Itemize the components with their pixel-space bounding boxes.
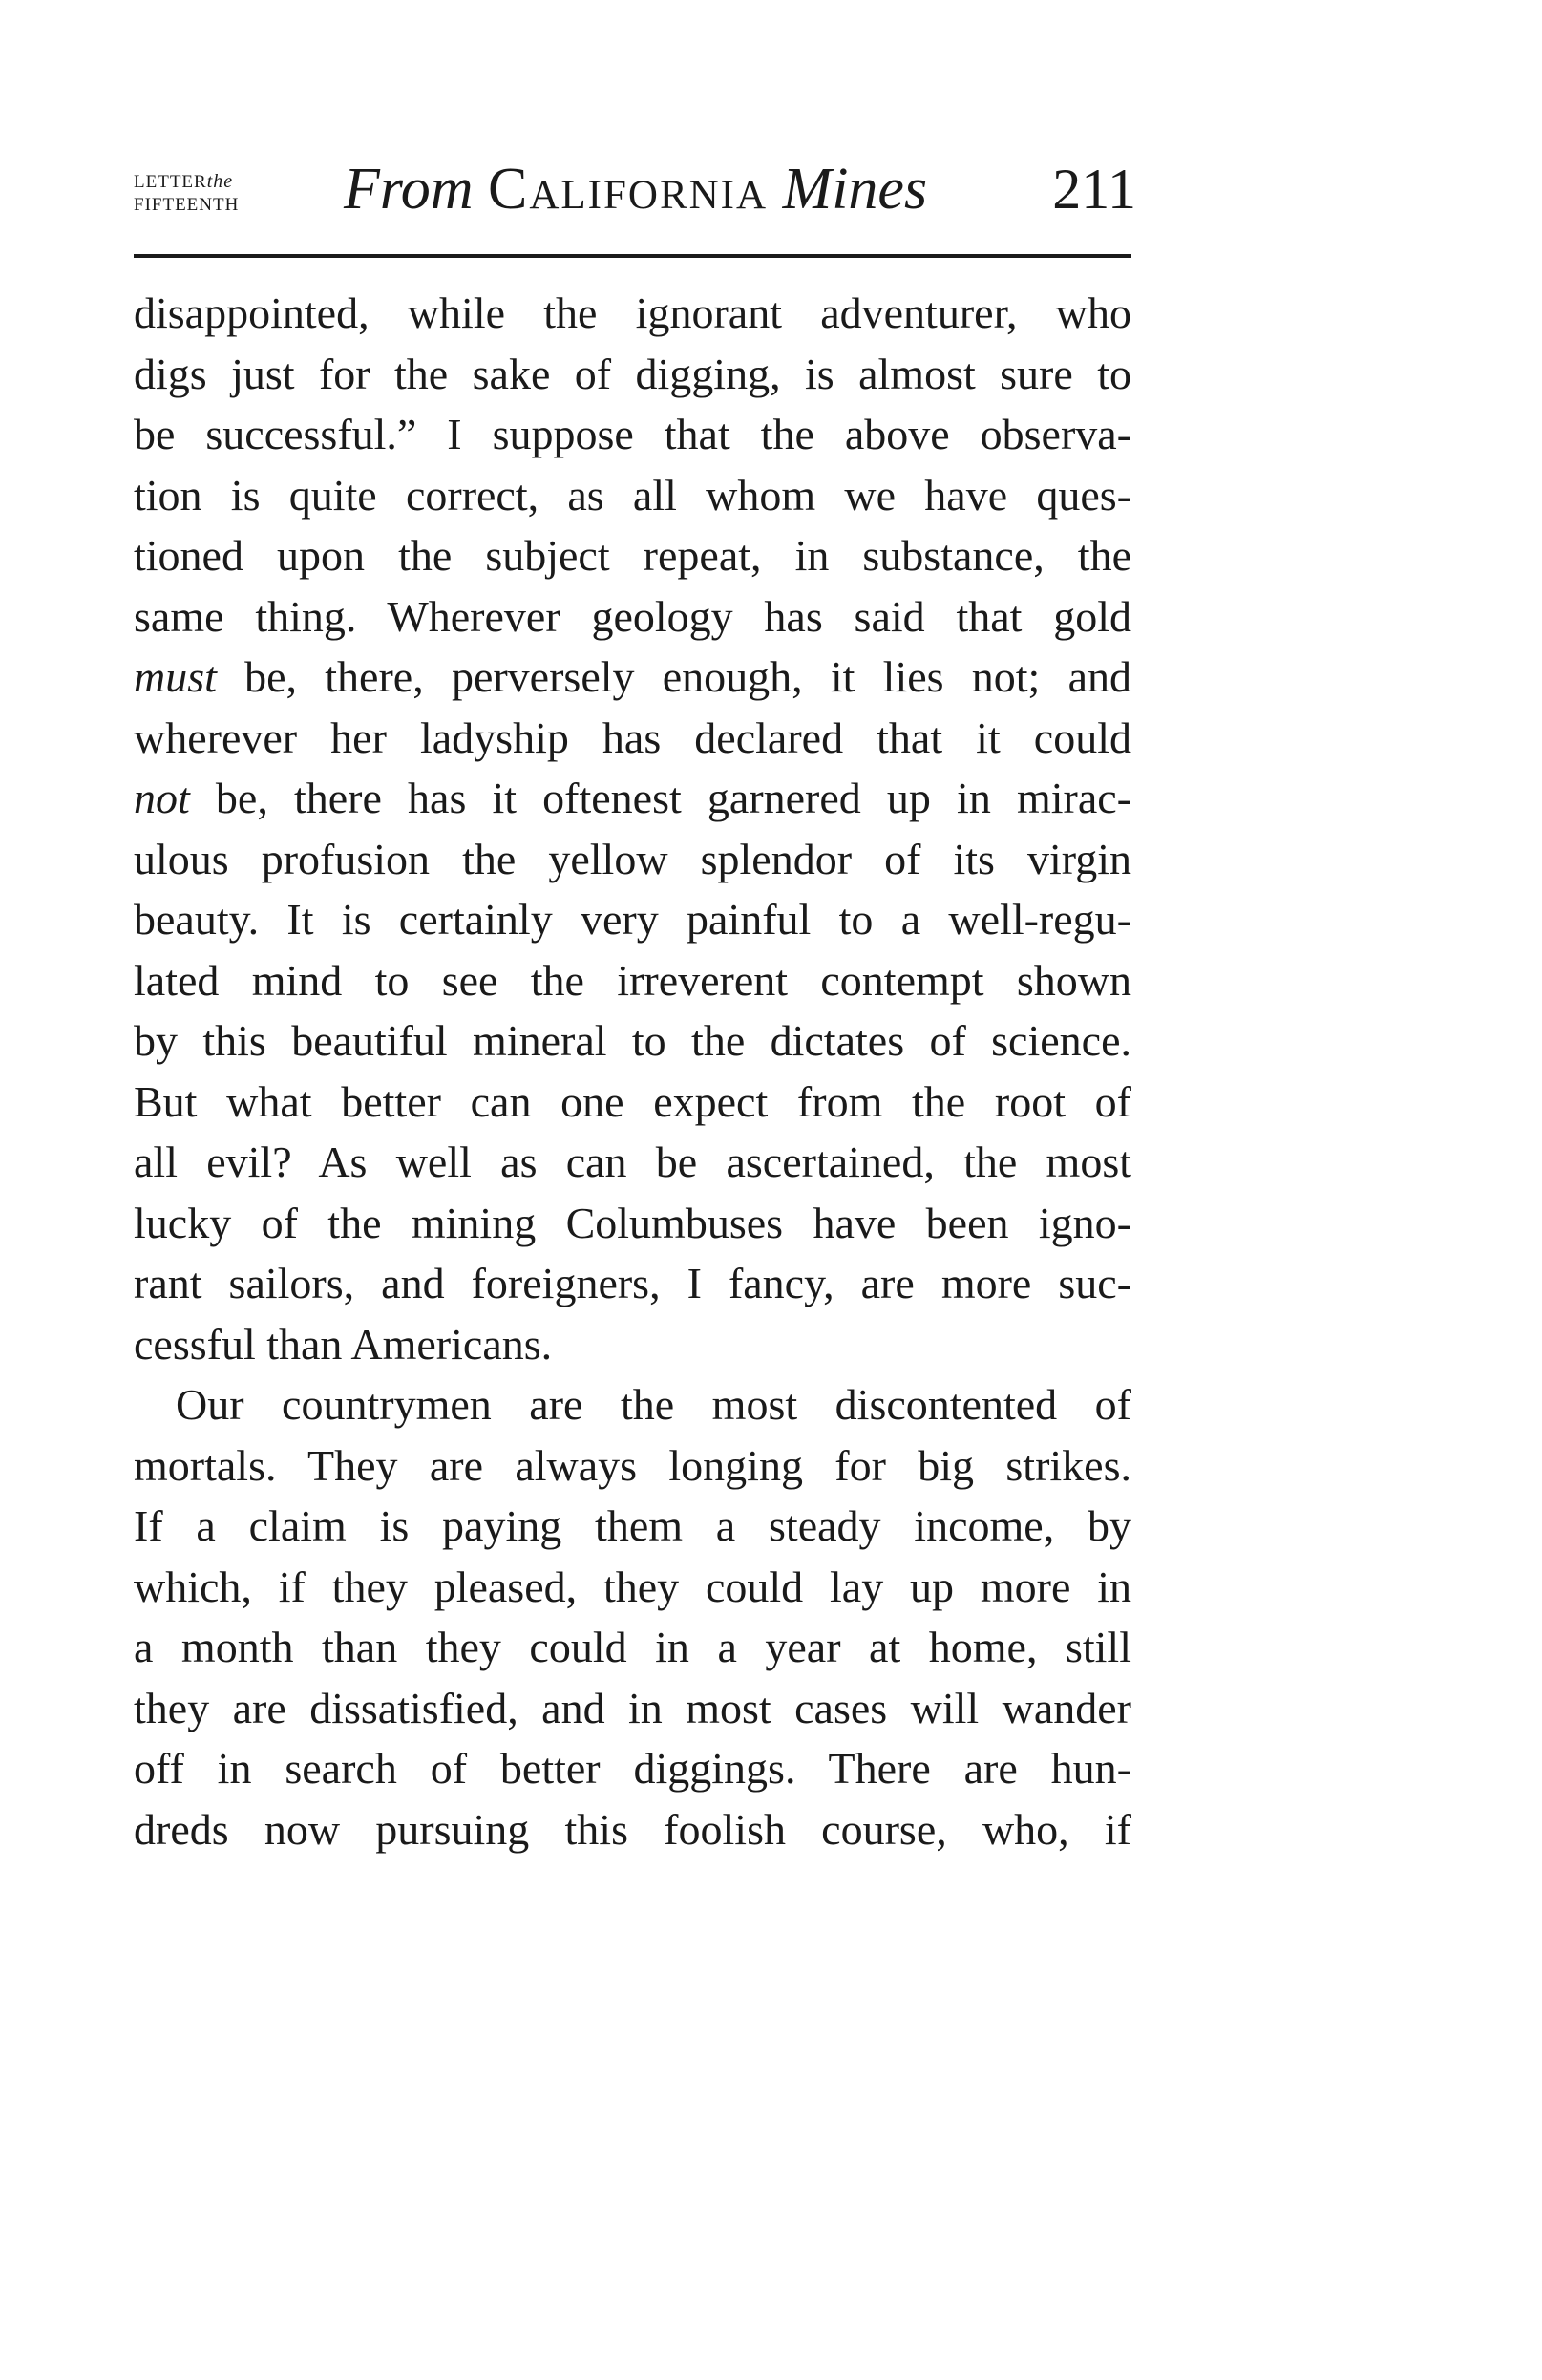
text-line: beauty. It is certainly very painful to a well-regu- [134,895,1131,944]
text-line: be successful.” I suppose that the above observa- [134,410,1131,458]
emphasis-not: not [134,774,190,822]
running-head [134,143,1136,267]
page-number: 211 [1052,158,1136,221]
text-line [134,768,1131,829]
body-text [134,283,1131,1859]
text-line: digs just for the sake of digging, is almost sure to [134,349,1131,398]
text-line: If a claim is paying them a steady income, by [134,1501,1131,1550]
emphasis-must: must [134,652,217,701]
text-line: tion is quite correct, as all whom we have ques- [134,470,1131,520]
header-rule [134,254,1131,258]
text-line: by this beautiful mineral to the dictates of science. [134,1016,1131,1065]
text-line: wherever her ladyship has declared that it could [134,712,1131,762]
running-title-from: From [344,157,474,222]
text-line: ulous profusion the yellow splendor of its virgin [134,834,1131,883]
text-line: rant sailors, and foreigners, I fancy, are more suc- [134,1259,1131,1307]
text-line: which, if they pleased, they could lay up more in [134,1562,1131,1611]
running-title [344,151,927,227]
text-line-rest: be, there, perversely enough, it lies not; and [216,652,1131,701]
text-line: But what better can one expect from the root of [134,1076,1131,1126]
chapter-label-word-letter: LETTER [134,172,207,192]
chapter-label [134,170,239,217]
running-title-mines: Mines [782,157,928,222]
text-line-rest: be, there has it oftenest garnered up in mirac- [189,774,1131,822]
text-line: disappointed, while the ignorant adventurer, who [134,288,1131,337]
text-line: off in search of better diggings. There are hun- [134,1744,1131,1793]
chapter-label-fifteenth: FIFTEENTH [134,195,240,215]
text-line: mortals. They are always longing for big strikes. [134,1440,1131,1490]
chapter-label-word-the: the [206,171,234,192]
text-line: they are dissatisfied, and in most cases will wander [134,1683,1131,1732]
text-line: cessful than Americans. [134,1319,553,1369]
text-line: dreds now pursuing this foolish course, who, if [134,1804,1131,1854]
chapter-label-letter [134,172,233,192]
text-line: all evil? As well as can be ascertained, the most [134,1137,1131,1186]
text-line: a month than they could in a year at home, still [134,1623,1131,1671]
running-title-california: California [487,157,769,222]
text-line: same thing. Wherever geology has said that gold [134,591,1131,641]
text-line: tioned upon the subject repeat, in substance, the [134,531,1131,580]
text-line: lated mind to see the irreverent contempt shown [134,955,1131,1005]
text-line: lucky of the mining Columbuses have been igno- [134,1198,1131,1247]
text-line: Our countrymen are the most discontented of [176,1380,1131,1429]
text-line [134,647,1131,708]
